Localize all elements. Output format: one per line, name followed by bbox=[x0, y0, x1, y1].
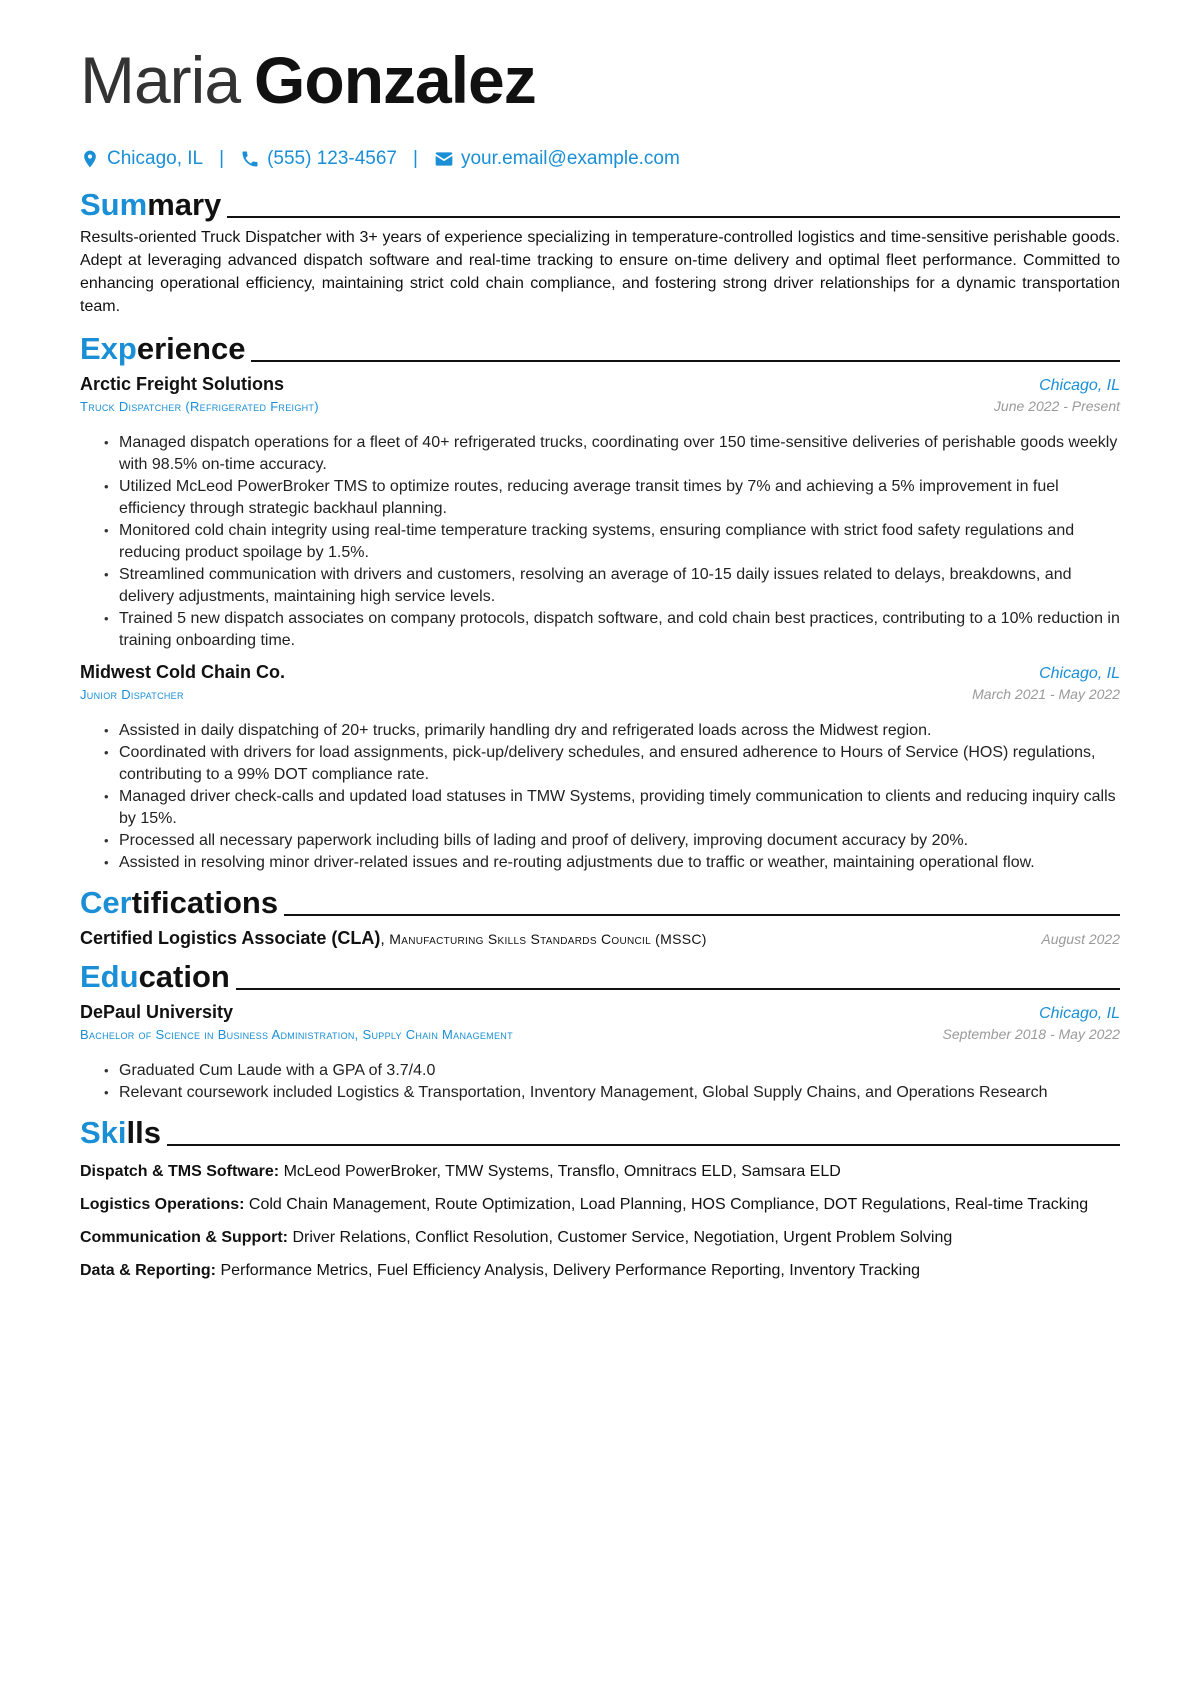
company-name: Midwest Cold Chain Co. bbox=[80, 662, 285, 682]
section-title: Experience bbox=[80, 331, 246, 366]
job-bullets bbox=[80, 720, 1120, 874]
school-name: DePaul University bbox=[80, 1002, 234, 1022]
last-name: Gonzalez bbox=[254, 43, 536, 117]
skill-values: McLeod PowerBroker, TMW Systems, Transflo, Omnitracs ELD, Samsara ELD bbox=[283, 1163, 841, 1180]
experience-heading bbox=[80, 332, 1120, 366]
list-item: • Managed driver check-calls and updated load statuses in TMW Systems, providing timely communication to clients and reducing inquiry calls by 15%. bbox=[104, 786, 1120, 830]
list-item: • Streamlined communication with drivers and customers, resolving an average of 10-15 daily issues related to delays, breakdowns, and delivery adjustments, maintaining high service levels. bbox=[104, 564, 1120, 608]
contact-email[interactable] bbox=[434, 148, 680, 170]
map-pin-icon bbox=[80, 149, 100, 169]
certifications-heading bbox=[80, 886, 1120, 920]
contact-separator: | bbox=[413, 148, 418, 169]
experience-entry bbox=[80, 662, 1120, 874]
summary-heading bbox=[80, 188, 1120, 222]
phone-icon bbox=[240, 149, 260, 169]
experience-entry bbox=[80, 374, 1120, 652]
skill-row bbox=[80, 1226, 1120, 1249]
phone-text[interactable]: (555) 123-4567 bbox=[267, 148, 397, 169]
list-item: • Graduated Cum Laude with a GPA of 3.7/4.0 bbox=[104, 1060, 1120, 1082]
skills-heading bbox=[80, 1116, 1120, 1150]
certification-issuer: Manufacturing Skills Standards Council (MSSC) bbox=[389, 931, 707, 947]
education-bullets bbox=[80, 1060, 1120, 1104]
list-item: • Processed all necessary paperwork including bills of lading and proof of delivery, improving document accuracy by 20%. bbox=[104, 830, 1120, 852]
section-rule bbox=[167, 1144, 1120, 1146]
email-link[interactable]: your.email@example.com bbox=[460, 148, 680, 169]
skill-category: Communication & Support: bbox=[80, 1229, 288, 1246]
skills-list bbox=[80, 1160, 1120, 1282]
section-title: Certifications bbox=[80, 885, 279, 920]
list-item: • Relevant coursework included Logistics & Transportation, Inventory Management, Global Supply Chains, and Operations Research bbox=[104, 1082, 1120, 1104]
education-entry bbox=[80, 1002, 1120, 1104]
contact-separator: | bbox=[219, 148, 225, 169]
section-rule bbox=[236, 988, 1120, 990]
first-name: Maria bbox=[80, 43, 241, 117]
degree: Bachelor of Science in Business Administration, Supply Chain Management bbox=[80, 1027, 513, 1042]
certification-date: August 2022 bbox=[1041, 931, 1120, 947]
contact-bar bbox=[80, 146, 1120, 172]
summary-text: Results-oriented Truck Dispatcher with 3+ years of experience specializing in temperature-controlled logistics and time-sensitive perishable goods. Adept at leveraging advanced dispatch software and real-time tracking to ensure on-time delivery and optimal fleet performance. Committed to enhancing operational efficiency, maintaining strict cold chain compliance, and fostering strong driver relationships for a dynamic transportation team. bbox=[80, 229, 1120, 315]
resume-page bbox=[80, 40, 1120, 1292]
skill-row bbox=[80, 1160, 1120, 1183]
section-rule bbox=[284, 914, 1120, 916]
skill-row bbox=[80, 1193, 1120, 1216]
location-text: Chicago, IL bbox=[107, 148, 204, 169]
list-item: • Assisted in resolving minor driver-related issues and re-routing adjustments due to traffic or weather, maintaining operational flow. bbox=[104, 852, 1120, 874]
job-location: Chicago, IL bbox=[1039, 665, 1120, 682]
candidate-name bbox=[80, 40, 1120, 120]
section-rule bbox=[251, 360, 1120, 362]
list-item: • Utilized McLeod PowerBroker TMS to optimize routes, reducing average transit times by 7% and achieving a 5% improvement in fuel efficiency through strategic backhaul planning. bbox=[104, 476, 1120, 520]
list-item: • Trained 5 new dispatch associates on company protocols, dispatch software, and cold chain best practices, contributing to a 10% reduction in training onboarding time. bbox=[104, 608, 1120, 652]
skill-values: Performance Metrics, Fuel Efficiency Analysis, Delivery Performance Reporting, Inventory Tracking bbox=[220, 1262, 920, 1279]
education-dates: September 2018 - May 2022 bbox=[942, 1026, 1120, 1042]
job-dates: March 2021 - May 2022 bbox=[972, 686, 1120, 702]
section-title: Skills bbox=[80, 1115, 161, 1150]
job-bullets bbox=[80, 432, 1120, 652]
job-title: Truck Dispatcher (Refrigerated Freight) bbox=[80, 399, 319, 414]
job-location: Chicago, IL bbox=[1039, 377, 1120, 394]
certification-separator: , bbox=[380, 931, 390, 948]
school-location: Chicago, IL bbox=[1039, 1005, 1120, 1022]
envelope-icon bbox=[434, 149, 454, 169]
list-item: • Monitored cold chain integrity using real-time temperature tracking systems, ensuring compliance with strict food safety regulations and reducing product spoilage by 1.5%. bbox=[104, 520, 1120, 564]
job-title: Junior Dispatcher bbox=[80, 687, 184, 702]
certification-entry bbox=[80, 928, 1120, 954]
contact-phone[interactable] bbox=[240, 148, 397, 170]
skill-values: Cold Chain Management, Route Optimization, Load Planning, HOS Compliance, DOT Regulations, Real-time Tracking bbox=[248, 1196, 1089, 1213]
skill-category: Dispatch & TMS Software: bbox=[80, 1163, 280, 1180]
list-item: • Coordinated with drivers for load assignments, pick-up/delivery schedules, and ensured adherence to Hours of Service (HOS) regulations, contributing to a 99% DOT compliance rate. bbox=[104, 742, 1120, 786]
contact-location bbox=[80, 148, 203, 170]
section-rule bbox=[227, 216, 1120, 218]
list-item: • Managed dispatch operations for a fleet of 40+ refrigerated trucks, coordinating over 150 time-sensitive deliveries of perishable goods weekly with 98.5% on-time accuracy. bbox=[104, 432, 1120, 476]
section-title: Education bbox=[80, 959, 230, 994]
education-heading bbox=[80, 960, 1120, 994]
job-dates: June 2022 - Present bbox=[993, 398, 1120, 414]
skill-values: Driver Relations, Conflict Resolution, Customer Service, Negotiation, Urgent Problem Solving bbox=[292, 1229, 953, 1246]
skill-category: Data & Reporting: bbox=[80, 1262, 216, 1279]
company-name: Arctic Freight Solutions bbox=[80, 374, 285, 394]
list-item: • Assisted in daily dispatching of 20+ trucks, primarily handling dry and refrigerated loads across the Midwest region. bbox=[104, 720, 1120, 742]
skill-row bbox=[80, 1259, 1120, 1282]
certification-name: Certified Logistics Associate (CLA) bbox=[80, 928, 381, 948]
skill-category: Logistics Operations: bbox=[80, 1196, 245, 1213]
section-title: Summary bbox=[80, 187, 222, 222]
